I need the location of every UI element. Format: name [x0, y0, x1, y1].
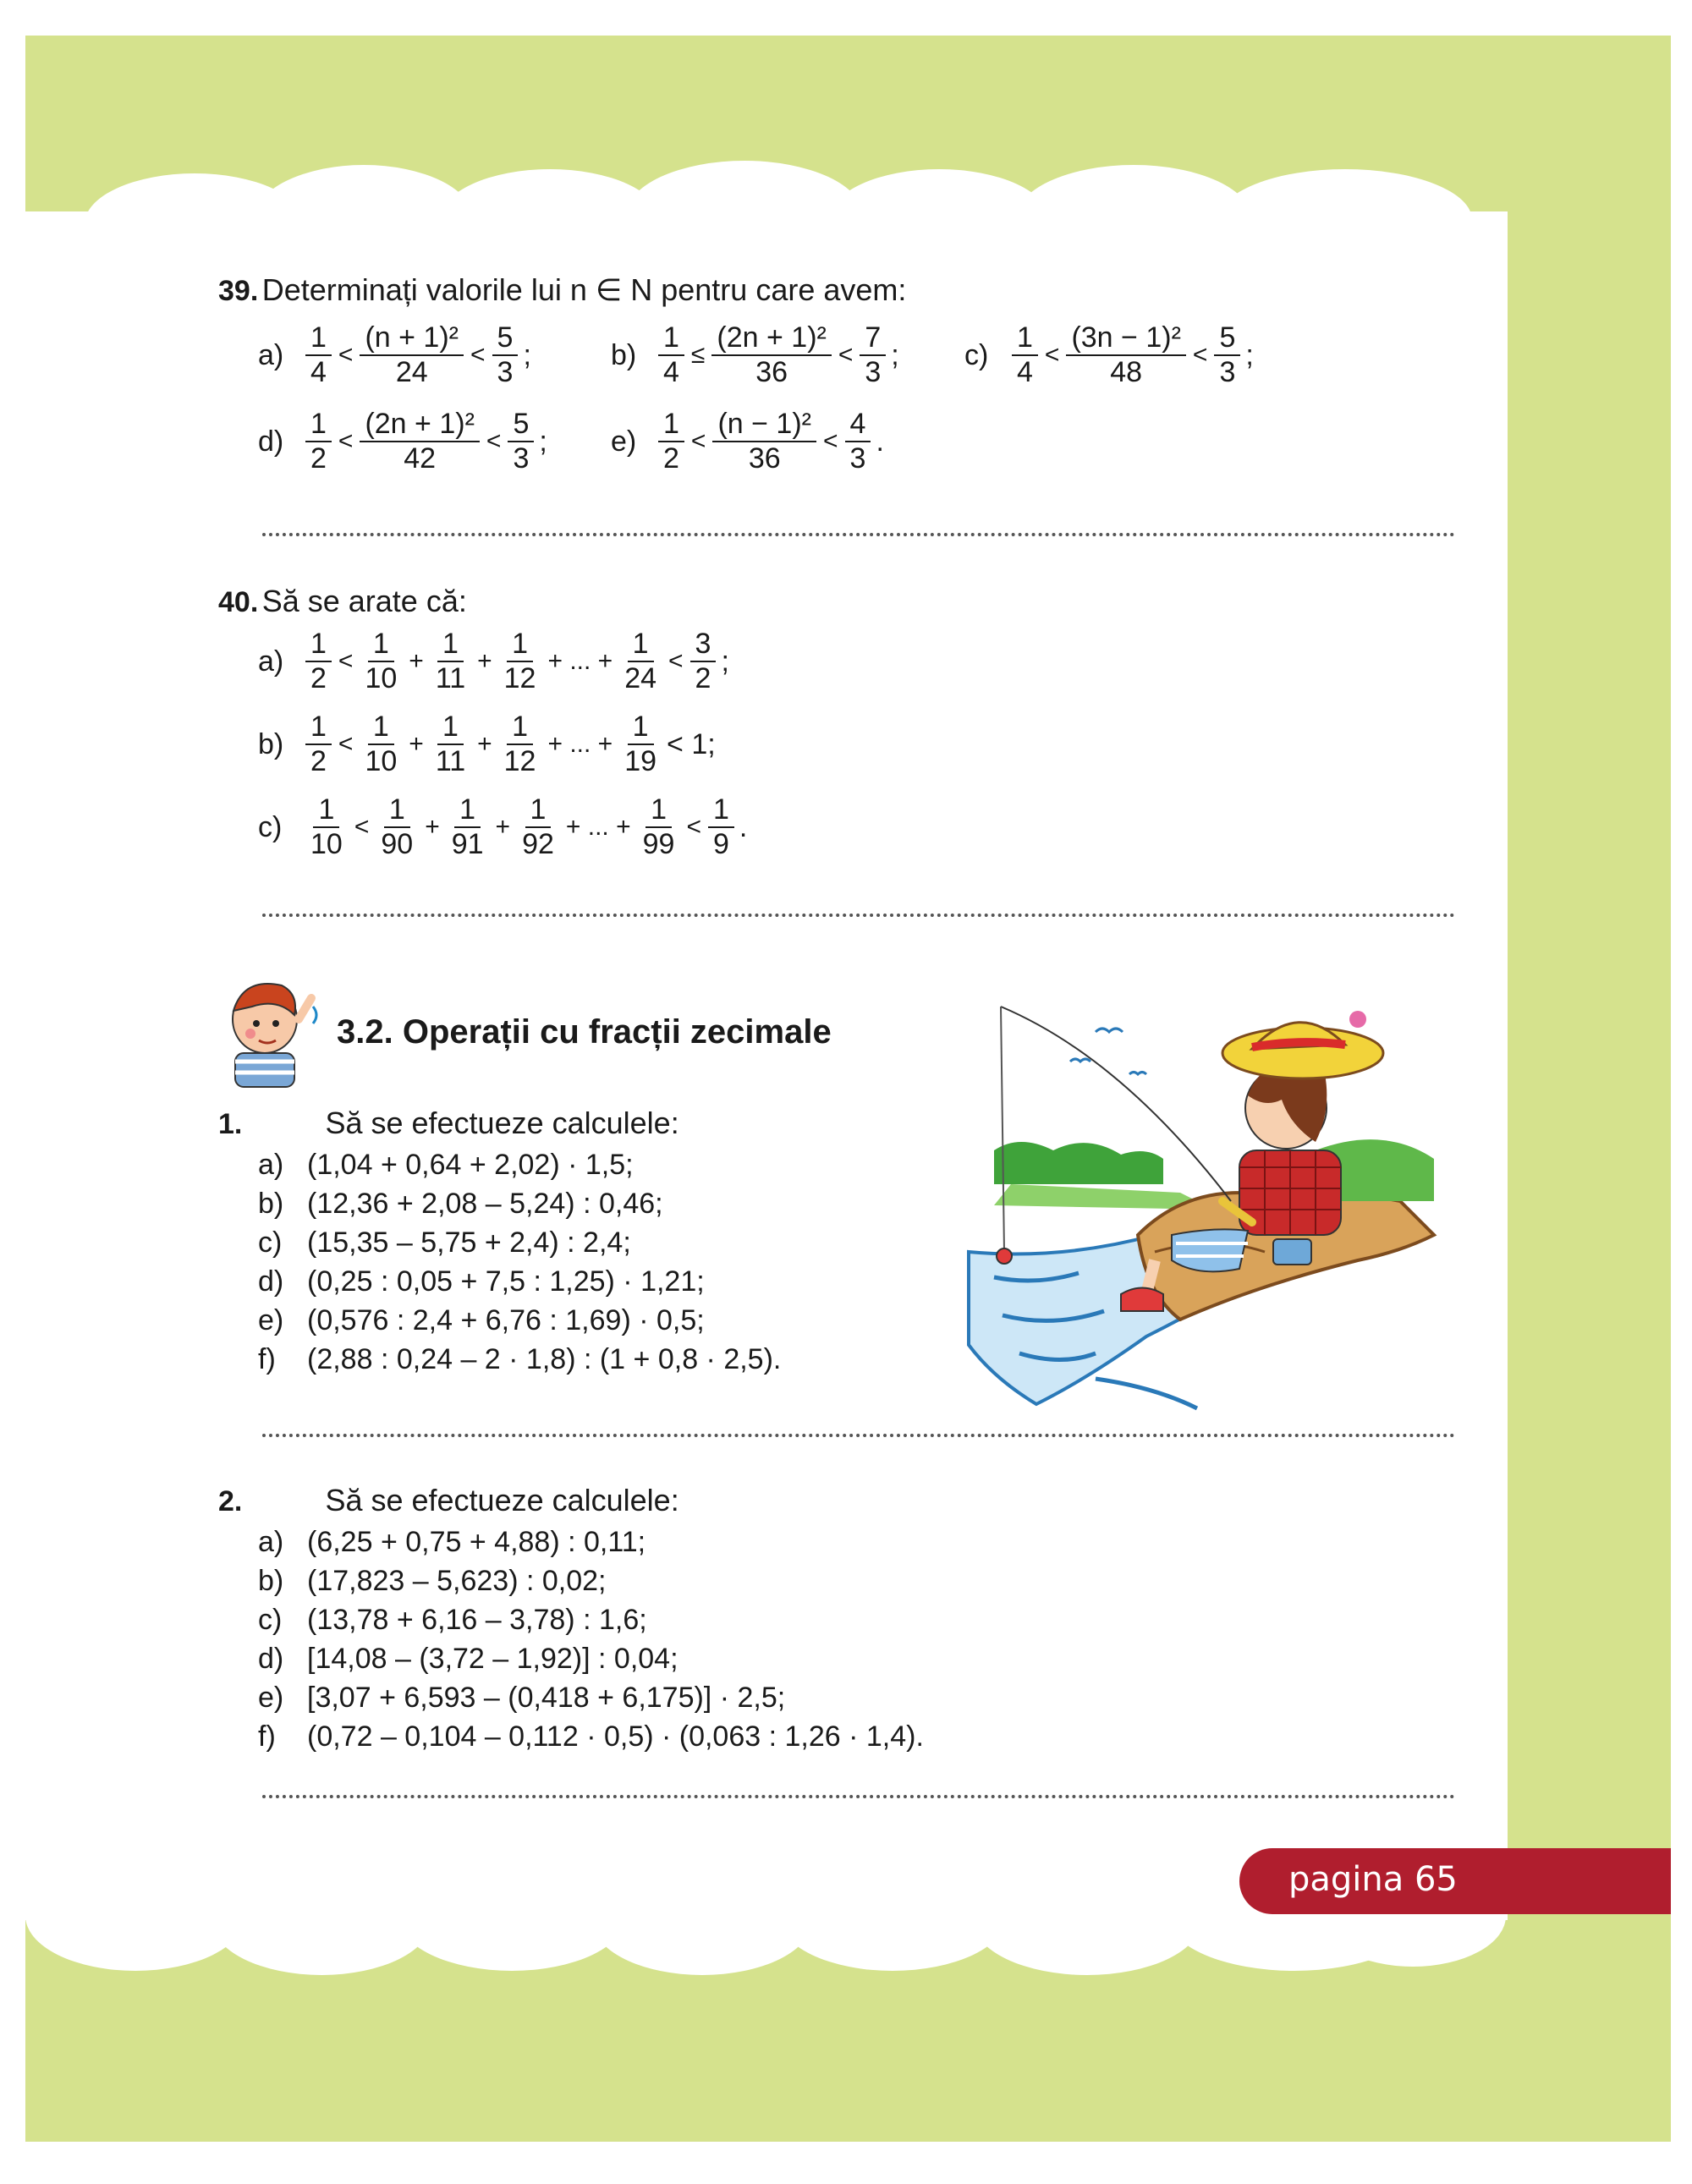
girl-fishing-illustration: [960, 981, 1468, 1421]
exercise-40-header: [218, 584, 467, 619]
ex40-item-a: a) $\frac{1}{2}$ < $\frac{1}{10}$ + $\frac{1}{11}$ + $\frac{1}{12}$ + ... + $\frac{1}{24}$ < $\frac{3}{2}$ ;: [258, 628, 729, 695]
ex39-item-c: c) $\frac{1}{4}$ < $\frac{\text{(3n − 1)²}}{48}$ < $\frac{5}{3}$ ;: [964, 321, 1254, 389]
ex39-item-e: e) $\frac{1}{2}$ < $\frac{\text{(n − 1)²}}{36}$ < $\frac{4}{3}$ .: [611, 408, 884, 475]
answer-dotted-line: [262, 914, 1455, 917]
ex1-item-a: a) (1,04 + 0,64 + 2,02) · 1,5;: [258, 1149, 634, 1181]
ex2-item-a: a) (6,25 + 0,75 + 4,88) : 0,11;: [258, 1526, 646, 1558]
ex2-item-b: b) (17,823 – 5,623) : 0,02;: [258, 1565, 607, 1597]
cloud-edge: [626, 161, 863, 271]
ex1-item-e: e) (0,576 : 2,4 + 6,76 : 1,69) · 0,5;: [258, 1304, 705, 1336]
ex40-item-b: b) $\frac{1}{2}$ < $\frac{1}{10}$ + $\frac{1}{11}$ + $\frac{1}{12}$ + ... + $\frac{1}{19}$ < 1;: [258, 711, 716, 778]
cloud-edge: [1218, 169, 1472, 271]
answer-dotted-line: [262, 1795, 1455, 1798]
ex2-item-f: f) (0,72 – 0,104 – 0,112 · 0,5) · (0,063 : 1,26 · 1,4).: [258, 1720, 924, 1753]
ex2-item-d: d) [14,08 – (3,72 – 1,92)] : 0,04;: [258, 1643, 678, 1675]
ex2-item-c: c) (13,78 + 6,16 – 3,78) : 1,6;: [258, 1604, 647, 1636]
ex2-item-e: e) [3,07 + 6,593 – (0,418 + 6,175)] · 2,5;: [258, 1682, 786, 1714]
ex39-item-d: d) $\frac{1}{2}$ < $\frac{\text{(2n + 1)²}}{42}$ < $\frac{5}{3}$ ;: [258, 408, 547, 475]
exercise-number: 40.: [218, 586, 259, 618]
page-number-tab: [1239, 1848, 1671, 1914]
exercise-title: Determinați valorile lui n ∈ N pentru care avem:: [261, 272, 907, 307]
ex39-item-a: a) $\frac{1}{4}$ < $\frac{\text{(n + 1)²}}{24}$ < $\frac{5}{3}$ ;: [258, 321, 531, 389]
exercise-title: Să se efectueze calculele:: [325, 1483, 679, 1517]
exercise-2-header: [218, 1483, 679, 1518]
ex1-item-b: b) (12,36 + 2,08 – 5,24) : 0,46;: [258, 1188, 663, 1220]
exercise-1-header: [218, 1106, 679, 1141]
ex1-item-f: f) (2,88 : 0,24 – 2 · 1,8) : (1 + 0,8 · 2,5).: [258, 1343, 782, 1375]
exercise-title: Să se efectueze calculele:: [325, 1106, 679, 1140]
ex39-item-b: b) $\frac{1}{4}$ ≤ $\frac{\text{(2n + 1)²}}{36}$ < $\frac{7}{3}$ ;: [611, 321, 899, 389]
exercise-title: Să se arate că:: [261, 584, 467, 618]
ex1-item-c: c) (15,35 – 5,75 + 2,4) : 2,4;: [258, 1226, 631, 1259]
exercise-number: 1.: [218, 1108, 243, 1140]
boy-illustration: [218, 973, 328, 1091]
section-title: 3.2. Operații cu fracții zecimale: [337, 1013, 832, 1051]
page-number: pagina 65: [1288, 1860, 1458, 1899]
exercise-number: 39.: [218, 275, 259, 307]
ex1-item-d: d) (0,25 : 0,05 + 7,5 : 1,25) · 1,21;: [258, 1265, 705, 1298]
exercise-number: 2.: [218, 1485, 243, 1517]
exercise-39-header: [218, 272, 906, 308]
answer-dotted-line: [262, 1434, 1455, 1437]
ex40-item-c: c) $\frac{1}{10}$ < $\frac{1}{90}$ + $\frac{1}{91}$ + $\frac{1}{92}$ + ... + $\frac{1}{99}$ < $\frac{1}{9}$ .: [258, 793, 748, 861]
answer-dotted-line: [262, 533, 1455, 536]
cloud-edge: [1015, 165, 1252, 275]
